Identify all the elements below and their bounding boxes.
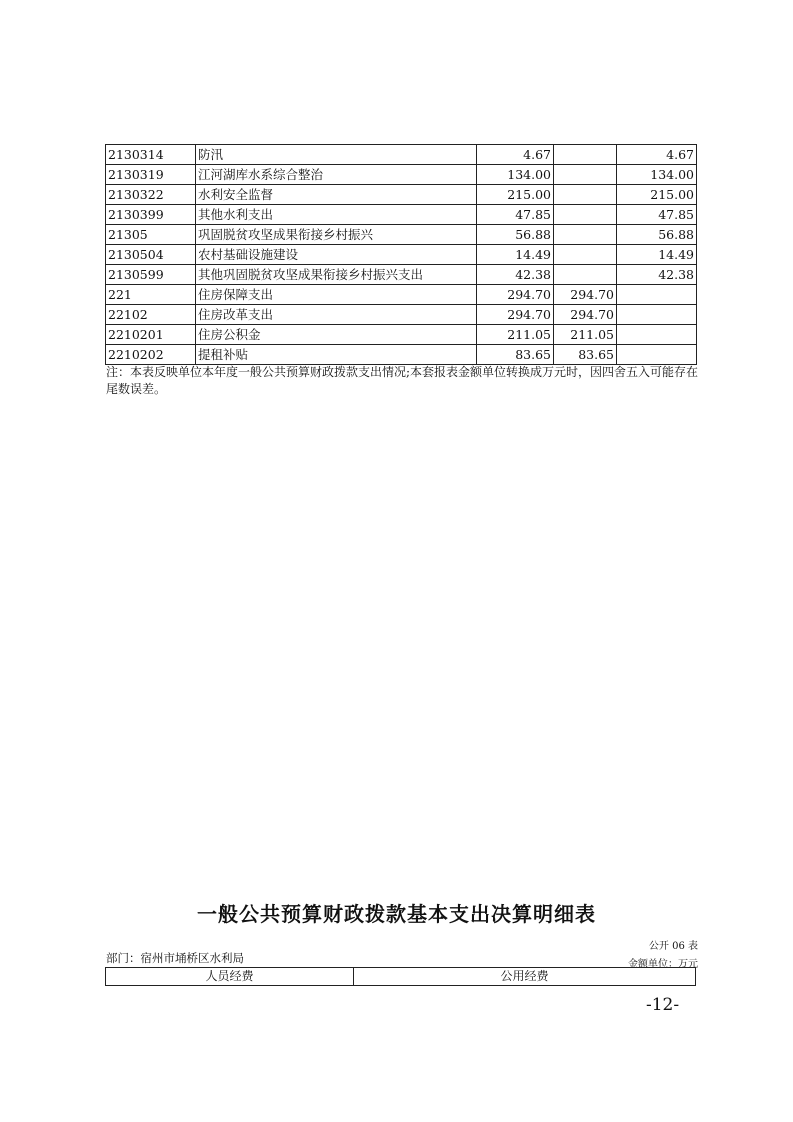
cell-name: 农村基础设施建设 [196,245,477,265]
cell-basic [554,265,617,285]
cell-project: 47.85 [617,205,697,225]
cell-total: 294.70 [477,285,554,305]
cell-code: 22102 [106,305,196,325]
cell-name: 江河湖库水系综合整治 [196,165,477,185]
table-row [106,345,697,365]
header-personnel-expense: 人员经费 [106,968,354,986]
cell-code: 2130599 [106,265,196,285]
cell-basic: 294.70 [554,285,617,305]
cell-basic: 211.05 [554,325,617,345]
cell-total: 56.88 [477,225,554,245]
cell-code: 21305 [106,225,196,245]
cell-project: 134.00 [617,165,697,185]
cell-basic: 294.70 [554,305,617,325]
cell-basic [554,165,617,185]
basic-expenditure-header-table [105,967,696,986]
cell-name: 住房改革支出 [196,305,477,325]
cell-code: 2130314 [106,145,196,165]
cell-project [617,345,697,365]
cell-name: 住房保障支出 [196,285,477,305]
cell-project [617,305,697,325]
cell-project: 215.00 [617,185,697,205]
cell-name: 提租补贴 [196,345,477,365]
table-code: 公开 06 表 [648,941,698,952]
table-row [106,165,697,185]
cell-name: 其他巩固脱贫攻坚成果衔接乡村振兴支出 [196,265,477,285]
expenditure-table [105,144,697,365]
cell-basic [554,205,617,225]
table-row [106,205,697,225]
cell-code: 2130322 [106,185,196,205]
table-row [106,185,697,205]
cell-project: 14.49 [617,245,697,265]
cell-basic: 83.65 [554,345,617,365]
cell-total: 294.70 [477,305,554,325]
cell-name: 巩固脱贫攻坚成果衔接乡村振兴 [196,225,477,245]
cell-project: 56.88 [617,225,697,245]
cell-code: 221 [106,285,196,305]
cell-name: 水利安全监督 [196,185,477,205]
cell-total: 4.67 [477,145,554,165]
cell-project [617,285,697,305]
table-row [106,265,697,285]
cell-total: 14.49 [477,245,554,265]
cell-code: 2130399 [106,205,196,225]
cell-code: 2210201 [106,325,196,345]
department-label: 部门：宿州市埇桥区水利局 [106,951,244,965]
cell-basic [554,245,617,265]
cell-code: 2130319 [106,165,196,185]
table-row [106,245,697,265]
cell-project: 4.67 [617,145,697,165]
cell-total: 211.05 [477,325,554,345]
cell-total: 134.00 [477,165,554,185]
cell-code: 2130504 [106,245,196,265]
cell-code: 2210202 [106,345,196,365]
cell-basic [554,225,617,245]
cell-project [617,325,697,345]
cell-total: 83.65 [477,345,554,365]
table-row [106,285,697,305]
unit-label: 金额单位：万元 [628,959,698,970]
cell-name: 防汛 [196,145,477,165]
cell-basic [554,185,617,205]
table-row [106,325,697,345]
cell-name: 住房公积金 [196,325,477,345]
cell-basic [554,145,617,165]
table-row [106,145,697,165]
cell-name: 其他水利支出 [196,205,477,225]
header-public-expense: 公用经费 [354,968,696,986]
section-title: 一般公共预算财政拨款基本支出决算明细表 [197,902,596,926]
table-note: 注：本表反映单位本年度一般公共预算财政拨款支出情况;本套报表金额单位转换成万元时，因四舍五入可能存在尾数误差。 [106,365,699,396]
cell-total: 42.38 [477,265,554,285]
cell-total: 215.00 [477,185,554,205]
table-row [106,305,697,325]
page-number: -12- [646,995,680,1015]
cell-total: 47.85 [477,205,554,225]
table-row [106,225,697,245]
cell-project: 42.38 [617,265,697,285]
